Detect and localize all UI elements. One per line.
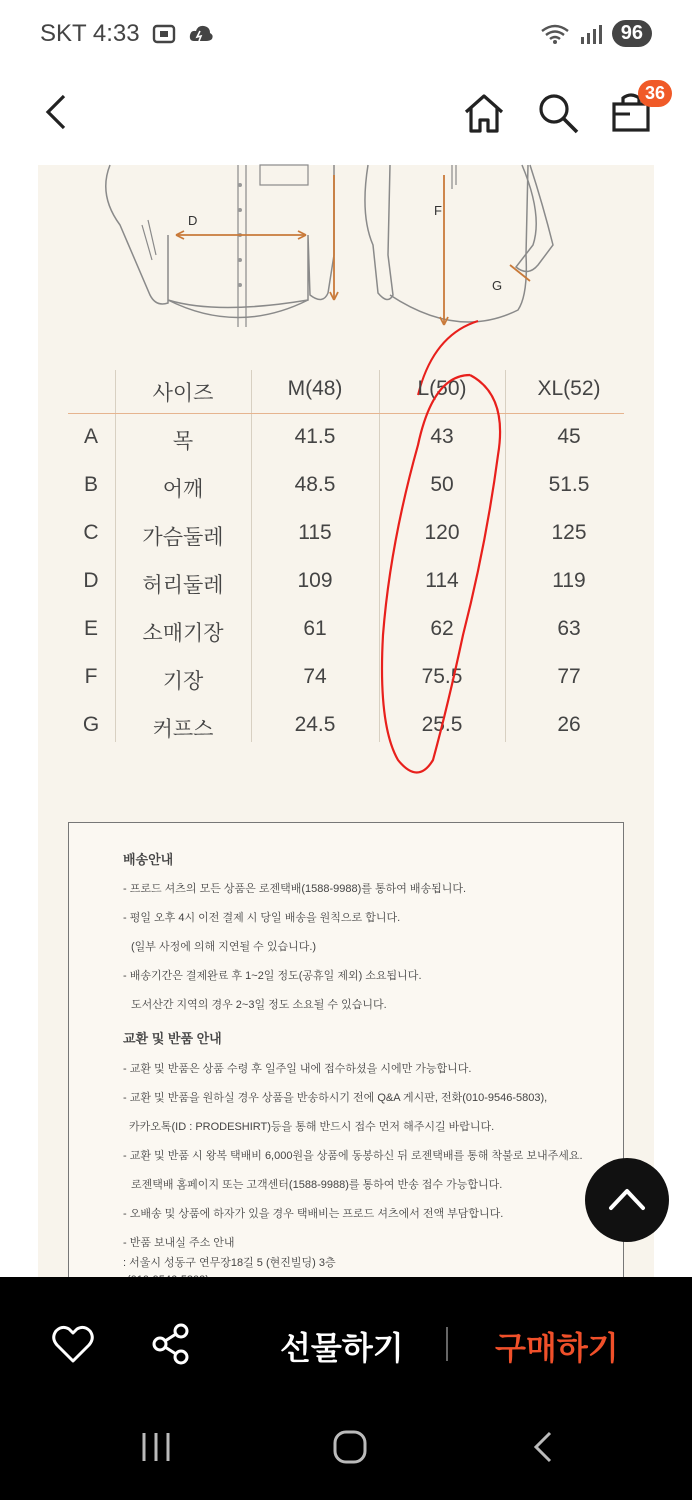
wifi-icon <box>540 23 570 45</box>
return-title: 교환 및 반품 안내 <box>123 1031 222 1046</box>
bar-separator <box>446 1327 448 1361</box>
return-line: - 교환 및 반품 시 왕복 택배비 6,000원을 상품에 동봉하신 뒤 로젠택배를 통해 착불로 보내주세요. <box>123 1150 583 1162</box>
cell-l: 50 <box>430 473 454 496</box>
row-name: 어깨 <box>162 478 204 501</box>
chevron-up-icon <box>585 1158 669 1242</box>
status-time: SKT 4:33 <box>40 20 140 47</box>
battery-level: 96 <box>612 20 652 47</box>
table-row <box>68 413 624 461</box>
buy-button[interactable]: 구매하기 <box>495 1330 619 1366</box>
back-icon[interactable] <box>36 90 80 134</box>
bottom-action-bar <box>0 1277 692 1500</box>
cell-m: 61 <box>303 617 327 640</box>
return-line: - 교환 및 반품은 상품 수령 후 일주일 내에 접수하셨을 시에만 가능합니다. <box>123 1063 472 1075</box>
cell-m: 48.5 <box>294 473 336 496</box>
return-line: 로젠택배 홈페이지 또는 고객센터(1588-9988)를 통하여 반송 접수 가능합니다. <box>131 1179 503 1191</box>
cart-count-badge: 36 <box>638 80 672 107</box>
cell-xl: 63 <box>557 617 581 640</box>
cell-xl: 77 <box>557 665 581 688</box>
cloud-icon <box>188 23 214 45</box>
cell-xl: 51.5 <box>548 473 590 496</box>
shipping-line: - 배송기간은 결제완료 후 1~2일 정도(공휴일 제외) 소요됩니다. <box>123 970 422 982</box>
status-right <box>540 20 652 47</box>
return-line: - 교환 및 반품을 원하실 경우 상품을 반송하시기 전에 Q&A 게시판, 전화(010-9546-5803), <box>123 1092 548 1104</box>
row-letter: G <box>82 713 100 736</box>
row-name: 기장 <box>162 670 204 693</box>
cell-xl: 26 <box>557 713 581 736</box>
return-line: - 오배송 및 상품에 하자가 있을 경우 택배비는 프로드 셔츠에서 전액 부담합니다. <box>123 1208 504 1220</box>
diagram-label-f: F <box>434 203 442 218</box>
table-row <box>68 701 624 749</box>
cell-xl: 119 <box>552 569 586 592</box>
shipping-line: - 프로드 셔츠의 모든 상품은 로젠택배(1588-9988)를 통하여 배송됩니다. <box>123 883 467 895</box>
cell-m: 74 <box>303 665 327 688</box>
table-header-row <box>68 365 624 413</box>
row-letter: A <box>83 425 98 448</box>
recents-icon[interactable] <box>136 1427 176 1467</box>
shirt-size-diagram <box>38 165 654 355</box>
share-icon[interactable] <box>148 1321 194 1367</box>
return-line: 카카오톡(ID : PRODESHIRT)등을 통해 반드시 접수 먼저 해주시길 바랍니다. <box>129 1121 495 1133</box>
shipping-return-notice <box>68 822 624 1292</box>
cell-m: 109 <box>297 569 333 592</box>
row-name: 허리둘레 <box>142 574 224 597</box>
back-nav-icon[interactable] <box>524 1427 564 1467</box>
row-letter: E <box>83 617 98 640</box>
shipping-title: 배송안내 <box>123 852 174 867</box>
row-letter: F <box>84 665 98 688</box>
row-letter: D <box>83 569 99 592</box>
signal-icon <box>580 23 602 45</box>
product-detail-content <box>38 165 654 1277</box>
shipping-line: - 평일 오후 4시 이전 결제 시 당일 배송을 원칙으로 합니다. <box>123 912 401 924</box>
row-letter: C <box>83 521 99 544</box>
table-row <box>68 461 624 509</box>
cell-l: 25.5 <box>421 713 463 736</box>
cell-xl: 125 <box>551 521 587 544</box>
header-m: M(48) <box>287 377 343 400</box>
cell-xl: 45 <box>557 425 581 448</box>
table-row <box>68 509 624 557</box>
row-name: 가슴둘레 <box>142 526 224 549</box>
home-nav-icon[interactable] <box>330 1427 370 1467</box>
cell-l: 114 <box>425 569 459 592</box>
app-header <box>0 70 692 165</box>
header-l: L(50) <box>417 377 467 400</box>
cell-m: 24.5 <box>294 713 336 736</box>
heart-icon[interactable] <box>50 1321 96 1367</box>
cell-l: 120 <box>424 521 460 544</box>
cell-m: 41.5 <box>294 425 336 448</box>
scroll-top-button[interactable] <box>585 1158 669 1242</box>
table-row <box>68 605 624 653</box>
gift-button[interactable]: 선물하기 <box>280 1330 404 1366</box>
cell-m: 115 <box>298 521 332 544</box>
address-line: : 서울시 성동구 연무장18길 5 (현진빌딩) 3층 <box>123 1257 336 1269</box>
status-left <box>40 20 214 48</box>
header-xl: XL(52) <box>537 377 601 400</box>
table-row <box>68 653 624 701</box>
cell-l: 62 <box>430 617 454 640</box>
status-bar <box>0 0 692 70</box>
row-name: 소매기장 <box>142 622 224 645</box>
header-size: 사이즈 <box>152 382 214 405</box>
table-row <box>68 557 624 605</box>
shipping-line: (일부 사정에 의해 지연될 수 있습니다.) <box>131 941 317 953</box>
shipping-line: 도서산간 지역의 경우 2~3일 정도 소요될 수 있습니다. <box>131 999 387 1011</box>
row-name: 커프스 <box>152 718 214 741</box>
diagram-label-g: G <box>492 278 503 293</box>
row-name: 목 <box>172 430 194 453</box>
cell-l: 75.5 <box>421 665 463 688</box>
row-letter: B <box>83 473 98 496</box>
home-icon[interactable] <box>461 90 507 136</box>
diagram-label-d: D <box>188 213 198 228</box>
screenshot-icon <box>152 23 176 45</box>
search-icon[interactable] <box>535 90 581 136</box>
address-line: - 반품 보내실 주소 안내 <box>123 1237 235 1249</box>
cell-l: 43 <box>430 425 454 448</box>
